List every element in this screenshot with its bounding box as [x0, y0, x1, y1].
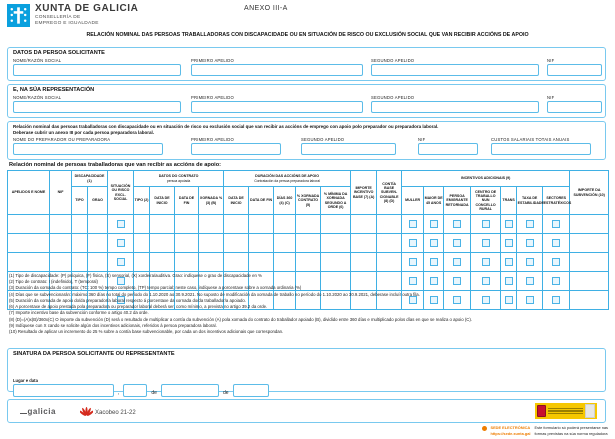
preparer-segundo-apelido-input[interactable]	[301, 143, 396, 155]
sede-title: SEDE ELECTRÓNICA	[490, 425, 531, 430]
signature-month-input[interactable]	[161, 384, 219, 397]
col-header-apoio-data-inicio: DATA DE INICIO	[224, 187, 249, 215]
cell-apoio-dias[interactable]	[274, 234, 296, 253]
cell-apoio-dias[interactable]	[274, 215, 296, 234]
incentivo-maior-45-checkbox[interactable]	[430, 220, 438, 228]
representative-section	[7, 84, 606, 118]
place-date-row	[13, 384, 269, 397]
cell-incentivo-muller[interactable]	[402, 215, 424, 234]
preparer-custos-input[interactable]	[491, 143, 591, 155]
page-header	[7, 3, 608, 31]
incentivo-taxa-estabilidade-checkbox[interactable]	[526, 220, 534, 228]
applicant-segundo-apelido-label: SEGUNDO APELIDO	[371, 58, 415, 63]
cell-apoio-dias[interactable]	[274, 253, 296, 272]
workers-table-title: Relación nominal de persoas traballadoras que van recibir as accións de apoio:	[9, 162, 222, 168]
cell-incentivo-emigrante-retornada[interactable]	[444, 215, 471, 234]
de-word-2: de	[222, 390, 229, 396]
incentivo-muller-checkbox[interactable]	[409, 220, 417, 228]
cell-discapacidade-grao[interactable]	[88, 253, 108, 272]
cell-contrato-data-inicio[interactable]	[150, 253, 175, 272]
col-header-incentivo-concello-rural: CENTRO DE TRABALLO NUN CONCELLO RURAL	[471, 187, 501, 215]
incentivo-maior-45-checkbox[interactable]	[430, 239, 438, 247]
cell-nif[interactable]	[50, 234, 72, 253]
col-header-dias: DÍAS 360 (4) (C)	[274, 187, 296, 215]
cell-apoio-data-inicio[interactable]	[224, 215, 249, 234]
cell-situacion-risco[interactable]	[108, 253, 134, 272]
cell-apoio-xornada-minima[interactable]	[321, 215, 351, 234]
cell-apoio-xornada-contrato[interactable]	[296, 253, 321, 272]
xunta-de-galicia-logo-icon	[7, 4, 30, 27]
cell-importe-subvencion[interactable]	[570, 253, 609, 272]
cell-incentivo-sectores-estratexicos[interactable]	[543, 234, 570, 253]
worker-row	[8, 234, 609, 253]
cell-contrato-xornada[interactable]	[199, 215, 224, 234]
col-header-contia-base: CONTÍA BASE SUBVEN- CIONABLE (8) (D)	[377, 171, 402, 215]
note-line: (5) Duración da xornada de apoio do/da preparador/a laboral respecto á porcentaxe da xornada do/da traballador/a apoiado.	[9, 297, 246, 303]
cell-apoio-data-fin[interactable]	[249, 215, 274, 234]
cell-apoio-data-inicio[interactable]	[224, 253, 249, 272]
cell-incentivo-maior-45[interactable]	[424, 253, 444, 272]
cell-apelidos-nome[interactable]	[8, 215, 50, 234]
incentivo-taxa-estabilidade-checkbox[interactable]	[526, 258, 534, 266]
cell-apoio-data-fin[interactable]	[249, 234, 274, 253]
col-header-incentivo-muller: MULLER	[402, 187, 424, 215]
cell-importe-incentivo-base[interactable]	[351, 253, 377, 272]
cell-importe-subvencion[interactable]	[570, 215, 609, 234]
cell-contrato-xornada[interactable]	[199, 234, 224, 253]
incentivo-sectores-estratexicos-checkbox[interactable]	[552, 239, 560, 247]
col-header-xornada: XORNADA % (3) (B)	[199, 187, 224, 215]
note-line: (3) Duración da xornada do contrato: (TC: 100 %) tempo completo, (TP) tempo parcial; neste caso, indíquese a porcentaxe sobre a xornada ordinaria (%)	[9, 285, 302, 291]
cell-incentivo-maior-45[interactable]	[424, 215, 444, 234]
applicant-segundo-apelido-input[interactable]	[371, 64, 539, 76]
signature-place-input[interactable]	[13, 384, 114, 397]
sede-electronica-note	[482, 425, 608, 437]
group-header-contrato: DATOS DO CONTRATO persoa apoiada	[134, 171, 224, 187]
cell-contrato-data-inicio[interactable]	[150, 215, 175, 234]
cell-contrato-tipo[interactable]	[134, 253, 150, 272]
cell-nif[interactable]	[50, 215, 72, 234]
col-header-contrato-data-inicio: DATA DE INICIO	[150, 187, 175, 215]
incentivo-sectores-estratexicos-checkbox[interactable]	[552, 258, 560, 266]
incentivo-sectores-estratexicos-checkbox[interactable]	[552, 220, 560, 228]
col-header-nif: NIF	[50, 171, 72, 215]
preparer-section	[7, 121, 606, 160]
annex-label: ANEXO III-A	[244, 5, 288, 12]
cell-incentivo-concello-rural[interactable]	[471, 234, 501, 253]
situacion-risco-checkbox[interactable]	[117, 239, 125, 247]
col-header-importe-subvencion: IMPORTE DA SUBVENCIÓN (10)	[570, 171, 609, 215]
preparer-primeiro-apelido-input[interactable]	[191, 143, 281, 155]
galicia-logo-swoosh-icon	[20, 413, 27, 415]
col-header-contrato-tipo: TIPO (2)	[134, 187, 150, 215]
cell-incentivo-concello-rural[interactable]	[471, 253, 501, 272]
cell-incentivo-emigrante-retornada[interactable]	[444, 253, 471, 272]
preparer-nif-label: NIF	[418, 137, 426, 142]
col-header-incentivo-maior-45: MAIOR DE 45 ANOS	[424, 187, 444, 215]
representative-primeiro-apelido-input[interactable]	[191, 101, 363, 113]
cell-incentivo-trans[interactable]	[501, 253, 517, 272]
cell-incentivo-muller[interactable]	[402, 234, 424, 253]
cell-contrato-data-fin[interactable]	[175, 234, 199, 253]
cell-discapacidade-tipo[interactable]	[72, 234, 88, 253]
preparer-segundo-apelido-label: SEGUNDO APELIDO	[301, 137, 345, 142]
place-date-label: Lugar e data	[13, 378, 38, 383]
cell-incentivo-emigrante-retornada[interactable]	[444, 234, 471, 253]
col-header-tipo: TIPO	[72, 187, 88, 215]
signature-day-input[interactable]	[123, 384, 147, 397]
cell-discapacidade-tipo[interactable]	[72, 215, 88, 234]
representative-segundo-apelido-input[interactable]	[371, 101, 539, 113]
note-line: (2) Tipo de contrato: I (indefinido), T (temporal)	[9, 279, 98, 285]
group-header-incentivos: INCENTIVOS ADICIONAIS (9)	[402, 171, 570, 187]
applicant-primeiro-apelido-label: PRIMEIRO APELIDO	[191, 58, 234, 63]
xacobeo-label: Xacobeo 21-22	[95, 409, 136, 416]
spain-coat-of-arms-icon	[537, 405, 546, 417]
cell-importe-incentivo-base[interactable]	[351, 234, 377, 253]
cell-discapacidade-tipo[interactable]	[72, 253, 88, 272]
cell-situacion-risco[interactable]	[108, 215, 134, 234]
org-name: XUNTA DE GALICIA	[35, 3, 139, 14]
col-header-xornada-minima: % MÍNIMA DA XORNADA SEGUNDO A ORDE (6)	[321, 187, 351, 215]
preparer-nome-label: NOME DO PREPARADOR OU PREPARADORA	[13, 137, 111, 142]
incentivo-concello-rural-checkbox[interactable]	[482, 239, 490, 247]
cell-apoio-data-fin[interactable]	[249, 253, 274, 272]
cell-incentivo-muller[interactable]	[402, 253, 424, 272]
signature-year-input[interactable]	[233, 384, 269, 397]
col-header-contrato-data-fin: DATA DE FIN	[175, 187, 199, 215]
sede-note-line1: Este formulario só poderá presentarse nas	[534, 425, 608, 430]
cell-incentivo-sectores-estratexicos[interactable]	[543, 253, 570, 272]
incentivo-taxa-estabilidade-checkbox[interactable]	[526, 239, 534, 247]
representative-section-title: E, NA SÚA REPRESENTACIÓN	[13, 87, 95, 93]
note-line: (10) Resultado de aplicar un incremento do 25 % sobre a contía base subvencionable, por cada un dos incentivos adicionais que correspondan.	[9, 328, 284, 334]
footer-logos-box	[7, 399, 606, 423]
incentivo-maior-45-checkbox[interactable]	[430, 258, 438, 266]
col-header-importe-incentivo: IMPORTE INCENTIVO BASE (7) (A)	[351, 171, 377, 215]
worker-row	[8, 253, 609, 272]
col-header-incentivo-trans: TRANS	[501, 187, 517, 215]
situacion-risco-checkbox[interactable]	[117, 258, 125, 266]
cell-incentivo-taxa-estabilidade[interactable]	[517, 253, 543, 272]
cell-incentivo-taxa-estabilidade[interactable]	[517, 234, 543, 253]
incentivo-muller-checkbox[interactable]	[409, 258, 417, 266]
cell-apelidos-nome[interactable]	[8, 253, 50, 272]
representative-segundo-apelido-label: SEGUNDO APELIDO	[371, 95, 415, 100]
preparer-primeiro-apelido-label: PRIMEIRO APELIDO	[191, 137, 234, 142]
representative-nif-input[interactable]	[547, 101, 602, 113]
col-header-incentivo-taxa-estabilidade: TAXA DE ESTABILIDADE	[517, 187, 543, 215]
cell-discapacidade-grao[interactable]	[88, 215, 108, 234]
applicant-nif-label: NIF	[547, 58, 555, 63]
col-header-incentivo-emigrante: PERSOA EMIGRANTE RETORNADA	[444, 187, 471, 215]
cell-contia-base[interactable]	[377, 234, 402, 253]
cell-apoio-xornada-contrato[interactable]	[296, 215, 321, 234]
cell-nif[interactable]	[50, 253, 72, 272]
cell-contrato-tipo[interactable]	[134, 234, 150, 253]
incentivo-muller-checkbox[interactable]	[409, 239, 417, 247]
incentivo-concello-rural-checkbox[interactable]	[482, 258, 490, 266]
cell-contrato-xornada[interactable]	[199, 253, 224, 272]
de-word-1: de	[151, 390, 157, 396]
cell-incentivo-concello-rural[interactable]	[471, 215, 501, 234]
preparer-nome-input[interactable]	[13, 143, 163, 155]
cell-contrato-data-inicio[interactable]	[150, 234, 175, 253]
comma-separator: ,	[118, 390, 120, 396]
galicia-logo: galicia	[20, 407, 56, 416]
worker-row	[8, 215, 609, 234]
note-line: (7) Importe incentivo base da subvención conforme o artigo 40.2 da orde.	[9, 310, 149, 316]
cell-incentivo-maior-45[interactable]	[424, 234, 444, 253]
group-header-discapacidade: DISCAPACIDADE (1)	[72, 171, 108, 187]
applicant-section-title: DATOS DA PERSOA SOLICITANTE	[13, 50, 105, 56]
col-header-situacion: SITUACIÓN OU RISCO EXCL. SOCIAL	[108, 171, 134, 215]
representative-nome-input[interactable]	[13, 101, 181, 113]
sede-electronica-icon	[482, 426, 487, 431]
xacobeo-logo	[80, 406, 136, 419]
col-header-apoio-data-fin: DATA DE FIN	[249, 187, 274, 215]
cell-apelidos-nome[interactable]	[8, 234, 50, 253]
incentivo-trans-checkbox[interactable]	[505, 239, 513, 247]
col-header-xornada-contrato: % XORNADA CONTRATO (5)	[296, 187, 321, 215]
incentivo-trans-checkbox[interactable]	[505, 220, 513, 228]
sede-url[interactable]: https://sede.xunta.gal	[490, 430, 531, 436]
spain-logo-text-lines	[548, 408, 583, 414]
department-name: CONSELLERÍA DE EMPREGO E IGUALDADE	[35, 15, 99, 26]
representative-nif-label: NIF	[547, 95, 555, 100]
cell-incentivo-trans[interactable]	[501, 234, 517, 253]
applicant-primeiro-apelido-input[interactable]	[191, 64, 363, 76]
cell-discapacidade-grao[interactable]	[88, 234, 108, 253]
incentivo-emigrante-retornada-checkbox[interactable]	[453, 258, 461, 266]
notes-list	[9, 273, 608, 335]
note-line: (9) Indíquese cun X cando se solicite algún dos incentivos adicionais, referidos á persoa preparadora laboral.	[9, 322, 217, 328]
cell-incentivo-taxa-estabilidade[interactable]	[517, 215, 543, 234]
cell-situacion-risco[interactable]	[108, 234, 134, 253]
col-header-apelidos: APELIDOS E NOME	[8, 171, 50, 215]
cell-apoio-xornada-contrato[interactable]	[296, 234, 321, 253]
note-line: (8) (D)=(A)x(B)/360x(C) O importe da subvención (D) será o resultado de multiplicar a contía da subvención (A) pola xornada do contrato do traballador apoiado (B), dividido entre 360 días e multiplicado polos días en que se realiza o apoio (C).	[9, 316, 472, 322]
spain-government-logo	[535, 403, 597, 419]
cell-contrato-data-fin[interactable]	[175, 215, 199, 234]
representative-primeiro-apelido-label: PRIMEIRO APELIDO	[191, 95, 234, 100]
col-header-grao: GRAO	[88, 187, 108, 215]
preparer-nif-input[interactable]	[418, 143, 478, 155]
applicant-nome-input[interactable]	[13, 64, 181, 76]
applicant-nome-label: NOME/RAZÓN SOCIAL	[13, 58, 62, 63]
incentivo-trans-checkbox[interactable]	[505, 258, 513, 266]
cell-contrato-data-fin[interactable]	[175, 253, 199, 272]
representative-nome-label: NOME/RAZÓN SOCIAL	[13, 95, 62, 100]
signature-section-title: SINATURA DA PERSOA SOLICITANTE OU REPRESENTANTE	[13, 351, 175, 357]
note-line: (1) Tipo de discapacidade: (P) psíquica, (F) física, (S) sensorial, (X) xordeira/auditiva. Grao: indíquese o grao de discapacidade en %	[9, 273, 262, 278]
cell-apoio-data-inicio[interactable]	[224, 234, 249, 253]
cell-apoio-xornada-minima[interactable]	[321, 234, 351, 253]
note-line: (4) Días que se subvencionarán: máximo 360 días no total do período do 1.10.2020 ao 30.9.2021. No suposto de modificación da xornada de traballo no período do 1.10.2020 ao 30.9.2021, deberase incluír outra fila.	[9, 291, 420, 297]
signature-section	[7, 348, 606, 396]
preparer-custos-label: CUSTOS SALARIAIS TOTAIS ANUAIS	[491, 137, 570, 142]
applicant-nif-input[interactable]	[547, 64, 602, 76]
cell-incentivo-sectores-estratexicos[interactable]	[543, 215, 570, 234]
group-header-duracion: DURACIÓN DAS ACCIÓNS DE APOIO Contratación da persoa preparadora laboral	[224, 171, 351, 187]
cell-contia-base[interactable]	[377, 253, 402, 272]
incentivo-emigrante-retornada-checkbox[interactable]	[453, 220, 461, 228]
form-title: RELACIÓN NOMINAL DAS PERSOAS TRABALLADORAS CON DISCAPACIDADE OU EN SITUACIÓN DE RISCO OU EXCLUSIÓN SOCIAL QUE VAN RECIBIR ACCIÓNS DE APOIO	[86, 32, 529, 38]
applicant-section	[7, 47, 606, 81]
preparer-intro: Relación nominal das persoas traballadoras con discapacidade ou en situación de risco ou exclusión social que van recibir as accións de emprego con apoio polo preparador ou preparadora laboral. Deberase cubrir un anexo III por cada persoa preparadora laboral.	[13, 124, 439, 135]
cell-apoio-xornada-minima[interactable]	[321, 253, 351, 272]
xacobeo-shell-icon	[80, 406, 93, 419]
col-header-incentivo-sectores: SECTORES ESTRATÉXICOS	[543, 187, 570, 215]
cell-importe-subvencion[interactable]	[570, 234, 609, 253]
spain-logo-side-tab	[585, 404, 595, 418]
incentivo-concello-rural-checkbox[interactable]	[482, 220, 490, 228]
situacion-risco-checkbox[interactable]	[117, 220, 125, 228]
incentivo-emigrante-retornada-checkbox[interactable]	[453, 239, 461, 247]
sede-note-line2: formas previstas na súa norma reguladora	[534, 430, 608, 436]
cell-contia-base[interactable]	[377, 215, 402, 234]
cell-importe-incentivo-base[interactable]	[351, 215, 377, 234]
cell-incentivo-trans[interactable]	[501, 215, 517, 234]
note-line: (6) A porcentaxe de apoio prestada pola preparadora ou preparador laboral deberá ser, como mínimo, a prevista no artigo 39.2 da orde.	[9, 304, 268, 310]
cell-contrato-tipo[interactable]	[134, 215, 150, 234]
